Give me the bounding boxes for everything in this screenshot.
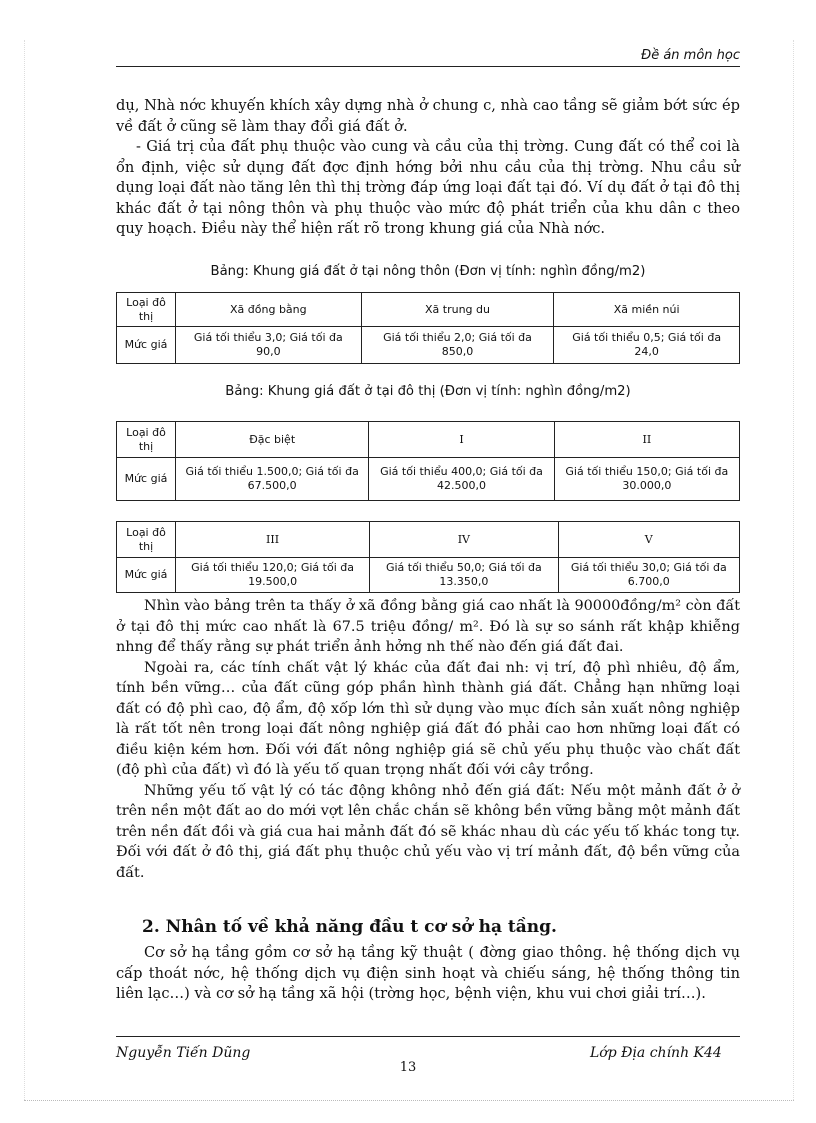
table-cell: Giá tối thiểu 400,0; Giá tối đa 42.500,0: [369, 458, 554, 501]
table-cell: Giá tối thiểu 30,0; Giá tối đa 6.700,0: [558, 558, 739, 593]
section-heading: 2. Nhân tố về khả năng đầu t cơ sở hạ tầng.: [142, 917, 557, 937]
table-cell: Giá tối thiểu 0,5; Giá tối đa 24,0: [554, 327, 740, 364]
paragraph: Ngoài ra, các tính chất vật lý khác của đất đai nh: vị trí, độ phì nhiêu, độ ẩm, tính bền vững… của đất cũng góp phần hình thành giá đất. Chẳng hạn những loại đất có độ phì cao, độ ẩm, độ xốp lớn thì sử dụng vào mục đích sản xuất nông nghiệp là rất tốt nên trong loại đất nông nghiệp giá đất đó phải cao hơn những loại đất có điều kiện kém hơn. Đối với đất nông nghiệp giá sẽ chủ yếu phụ thuộc vào chất đất (độ phì của đất) vì đó là yếu tố quan trọng nhất đối với cây trồng.: [116, 659, 740, 778]
top-text-block: [116, 96, 740, 240]
paragraph: Nhìn vào bảng trên ta thấy ở xã đồng bằng giá cao nhất là 90000đồng/m² còn đất ở tại đô thị mức cao nhất là 67.5 triệu đồng/ m². Đó là sự so sánh rất khập khiễng nhng để thấy rằng sự phát triển ảnh hởng nh thế nào đến giá đất đai.: [116, 598, 740, 655]
table-header-cell: V: [558, 522, 739, 558]
table-cell: Giá tối thiểu 150,0; Giá tối đa 30.000,0: [554, 458, 739, 501]
table-header-cell: III: [176, 522, 370, 558]
table-header-cell: II: [554, 422, 739, 458]
table-cell: Giá tối thiểu 1.500,0; Giá tối đa 67.500,0: [176, 458, 369, 501]
table-cell: Giá tối thiểu 50,0; Giá tối đa 13.350,0: [370, 558, 558, 593]
table-cell: Giá tối thiểu 120,0; Giá tối đa 19.500,0: [176, 558, 370, 593]
table1-caption: Bảng: Khung giá đất ở tại nông thôn (Đơn vị tính: nghìn đồng/m2): [210, 264, 646, 279]
table-row-label: Loại đô thị: [117, 293, 176, 327]
table2-caption: Bảng: Khung giá đất ở tại đô thị (Đơn vị tính: nghìn đồng/m2): [225, 384, 631, 399]
page-number: 13: [399, 1060, 417, 1075]
middle-text-block: [116, 596, 740, 883]
table-cell: Giá tối thiểu 2,0; Giá tối đa 850,0: [361, 327, 554, 364]
table-row-label: Mức giá: [117, 558, 176, 593]
table-header-cell: Đặc biệt: [176, 422, 369, 458]
table-cell: Giá tối thiểu 3,0; Giá tối đa 90,0: [176, 327, 362, 364]
table-row-label: Loại đô thị: [117, 522, 176, 558]
page-bottom-edge: [24, 1100, 794, 1101]
table-row-label: Mức giá: [117, 327, 176, 364]
table-header-cell: Xã đồng bằng: [176, 293, 362, 327]
urban-price-table-2: [116, 521, 740, 593]
paragraph: dụ, Nhà nớc khuyến khích xây dựng nhà ở chung c, nhà cao tầng sẽ giảm bớt sức ép về đất ở cũng sẽ làm thay đổi giá đất ở.: [116, 97, 740, 135]
paragraph: - Giá trị của đất phụ thuộc vào cung và cầu của thị trờng. Cung đất có thể coi là ổn định, việc sử dụng đất đợc định hớng bởi nhu cầu của thị trờng. Nhu cầu sử dụng loại đất nào tăng lên thì thị trờng đáp ứng loại đất tại đó. Ví dụ đất ở tại đô thị khác đất ở tại nông thôn và phụ thuộc vào mức độ phát triển của khu dân c theo quy hoạch. Điều này thể hiện rất rõ trong khung giá của Nhà nớc.: [116, 138, 740, 237]
bottom-text-block: [116, 943, 740, 1005]
table-header-cell: Xã miền núi: [554, 293, 740, 327]
page-header-title: Đề án môn học: [641, 48, 740, 63]
urban-price-table-1: [116, 421, 740, 501]
table-row-label: Loại đô thị: [117, 422, 176, 458]
table-header-cell: IV: [370, 522, 558, 558]
rural-price-table: [116, 292, 740, 364]
table-header-cell: Xã trung du: [361, 293, 554, 327]
table-header-cell: I: [369, 422, 554, 458]
paragraph: Những yếu tố vật lý có tác động không nhỏ đến giá đất: Nếu một mảnh đất ở ở trên nền một đất ao do mới vợt lên chắc chắn sẽ không bền vững bằng một mảnh đất trên nền đất đồi và giá cua hai mảnh đất đó sẽ khác nhau dù các yếu tố khác tong tự. Đối với đất ở đô thị, giá đất phụ thuộc chủ yếu vào vị trí mảnh đất, độ bền vững của đất.: [116, 782, 740, 881]
page-edge-right: [793, 40, 794, 1100]
footer-author: Nguyễn Tiến Dũng: [116, 1045, 251, 1061]
footer-rule: [116, 1036, 740, 1037]
footer-class: Lớp Địa chính K44: [590, 1045, 722, 1061]
page-edge-left: [24, 40, 25, 1100]
paragraph: Cơ sở hạ tầng gồm cơ sở hạ tầng kỹ thuật ( đờng giao thông. hệ thống dịch vụ cấp thoát nớc, hệ thống dịch vụ điện sinh hoạt và chiếu sáng, hệ thống thông tin liên lạc…) và cơ sở hạ tầng xã hội (trờng học, bệnh viện, khu vui chơi giải trí…).: [116, 944, 740, 1002]
table-row-label: Mức giá: [117, 458, 176, 501]
header-rule: [116, 66, 740, 67]
